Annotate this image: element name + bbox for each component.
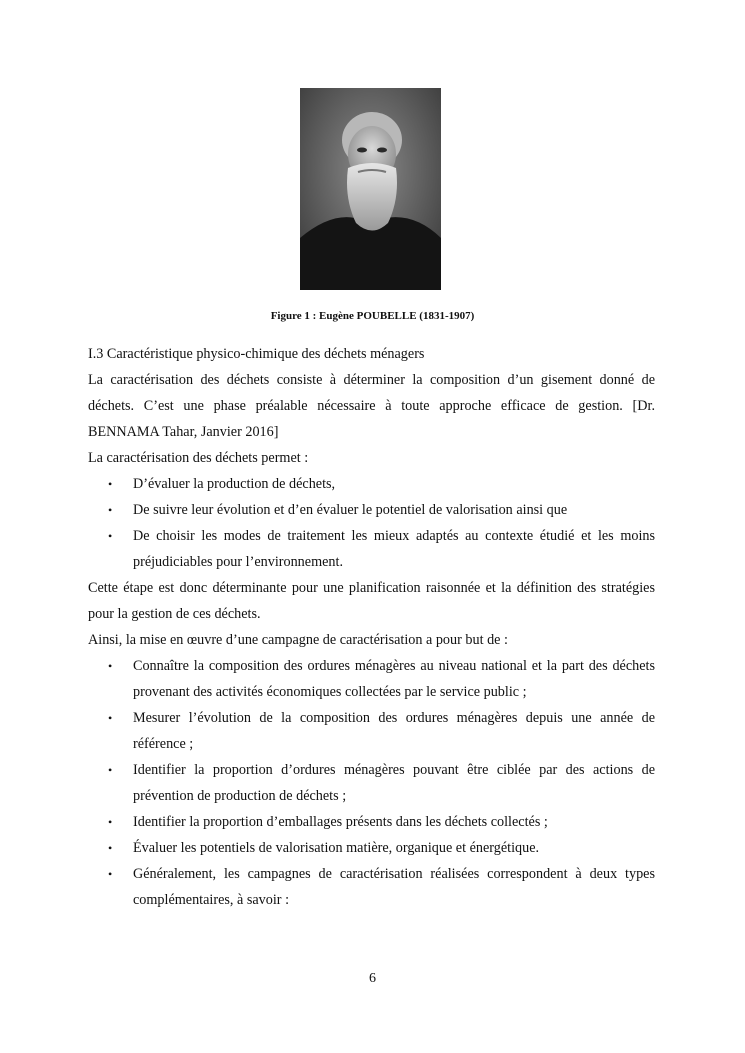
bullet-icon: • [108, 477, 113, 491]
section-heading: I.3 Caractéristique physico-chimique des déchets ménagers [88, 346, 425, 362]
bullet-icon: • [108, 503, 113, 517]
paragraph-definition: La caractérisation des déchets consiste à déterminer la composition d’un gisement donné de déchets. C’est une phase préalable nécessaire à toute approche efficace de gestion. [Dr. BENNAMA Tahar, Janvier 2016] [88, 372, 655, 440]
bullet-list-1 [88, 471, 655, 575]
portrait-photo [300, 88, 441, 290]
bullet-icon: • [108, 867, 113, 881]
portrait-illustration [300, 88, 441, 290]
bullet-icon: • [108, 529, 113, 543]
list-item: • Identifier la proportion d’ordures ménagères pouvant être ciblée par des actions de prévention de production de déchets ; [133, 757, 655, 809]
figure-caption: Figure 1 : Eugène POUBELLE (1831-1907) [270, 310, 475, 322]
paragraph-intro-list1: La caractérisation des déchets permet : [88, 450, 309, 466]
list-item: • Identifier la proportion d’emballages présents dans les déchets collectés ; [133, 809, 655, 835]
list-item: • Évaluer les potentiels de valorisation matière, organique et énergétique. [133, 835, 655, 861]
document-body [88, 341, 655, 913]
paragraph-planning: Cette étape est donc déterminante pour une planification raisonnée et la définition des stratégies pour la gestion de ces déchets. [88, 580, 655, 622]
bullet-icon: • [108, 815, 113, 829]
bullet-icon: • [108, 711, 113, 725]
list-item: • D’évaluer la production de déchets, [133, 471, 655, 497]
list-item: • De suivre leur évolution et d’en évaluer le potentiel de valorisation ainsi que [133, 497, 655, 523]
list-item: • Mesurer l’évolution de la composition des ordures ménagères depuis une année de référence ; [133, 705, 655, 757]
list-item: • De choisir les modes de traitement les mieux adaptés au contexte étudié et les moins préjudiciables pour l’environnement. [133, 523, 655, 575]
bullet-icon: • [108, 763, 113, 777]
page-number: 6 [369, 971, 376, 986]
bullet-icon: • [108, 659, 113, 673]
list-item: • Généralement, les campagnes de caractérisation réalisées correspondent à deux types complémentaires, à savoir : [133, 861, 655, 913]
list-item: • Connaître la composition des ordures ménagères au niveau national et la part des déchets provenant des activités économiques collectées par le service public ; [133, 653, 655, 705]
bullet-icon: • [108, 841, 113, 855]
paragraph-intro-list2: Ainsi, la mise en œuvre d’une campagne de caractérisation a pour but de : [88, 632, 508, 648]
bullet-list-2 [88, 653, 655, 913]
